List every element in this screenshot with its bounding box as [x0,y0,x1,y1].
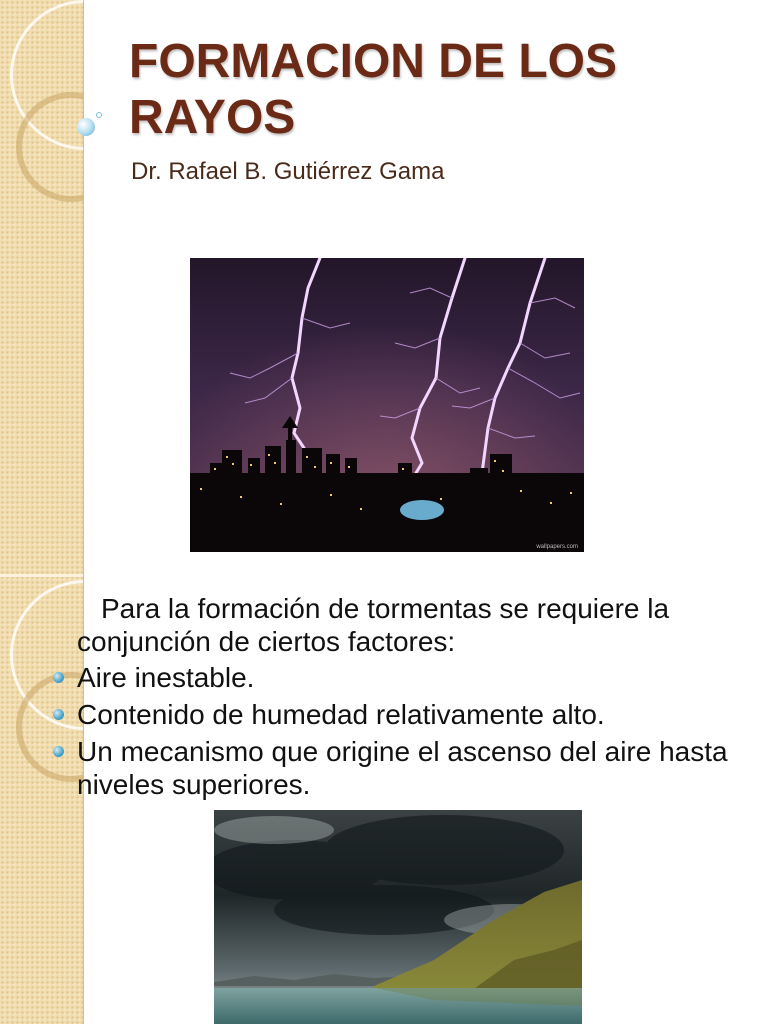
slide-subtitle: Dr. Rafael B. Gutiérrez Gama [131,158,445,185]
intro-paragraph: Para la formación de tormentas se requiere la conjunción de ciertos factores: [77,593,670,657]
list-item-text: Contenido de humedad relativamente alto. [77,699,605,730]
bullet-icon [53,746,64,757]
strip-divider [0,574,84,577]
lightning-city-photo [190,258,584,552]
list-item [77,661,737,694]
bullet-icon [53,672,64,683]
list-item [77,735,737,801]
decorative-side-strip [0,0,84,1024]
bullet-icon [53,709,64,720]
slide-title: FORMACION DE LOS RAYOS [129,35,617,144]
storm-landscape-photo [214,810,582,1024]
photo-credit: wallpapers.com [536,544,578,550]
decorative-bubble-icon [96,112,102,118]
list-item-text: Aire inestable. [77,662,255,693]
decorative-bubble-icon [77,118,95,136]
list-item-text: Un mecanismo que origine el ascenso del aire hasta niveles superiores. [77,736,728,800]
list-item [77,698,737,731]
factors-list [77,661,737,801]
body-text [77,592,737,805]
